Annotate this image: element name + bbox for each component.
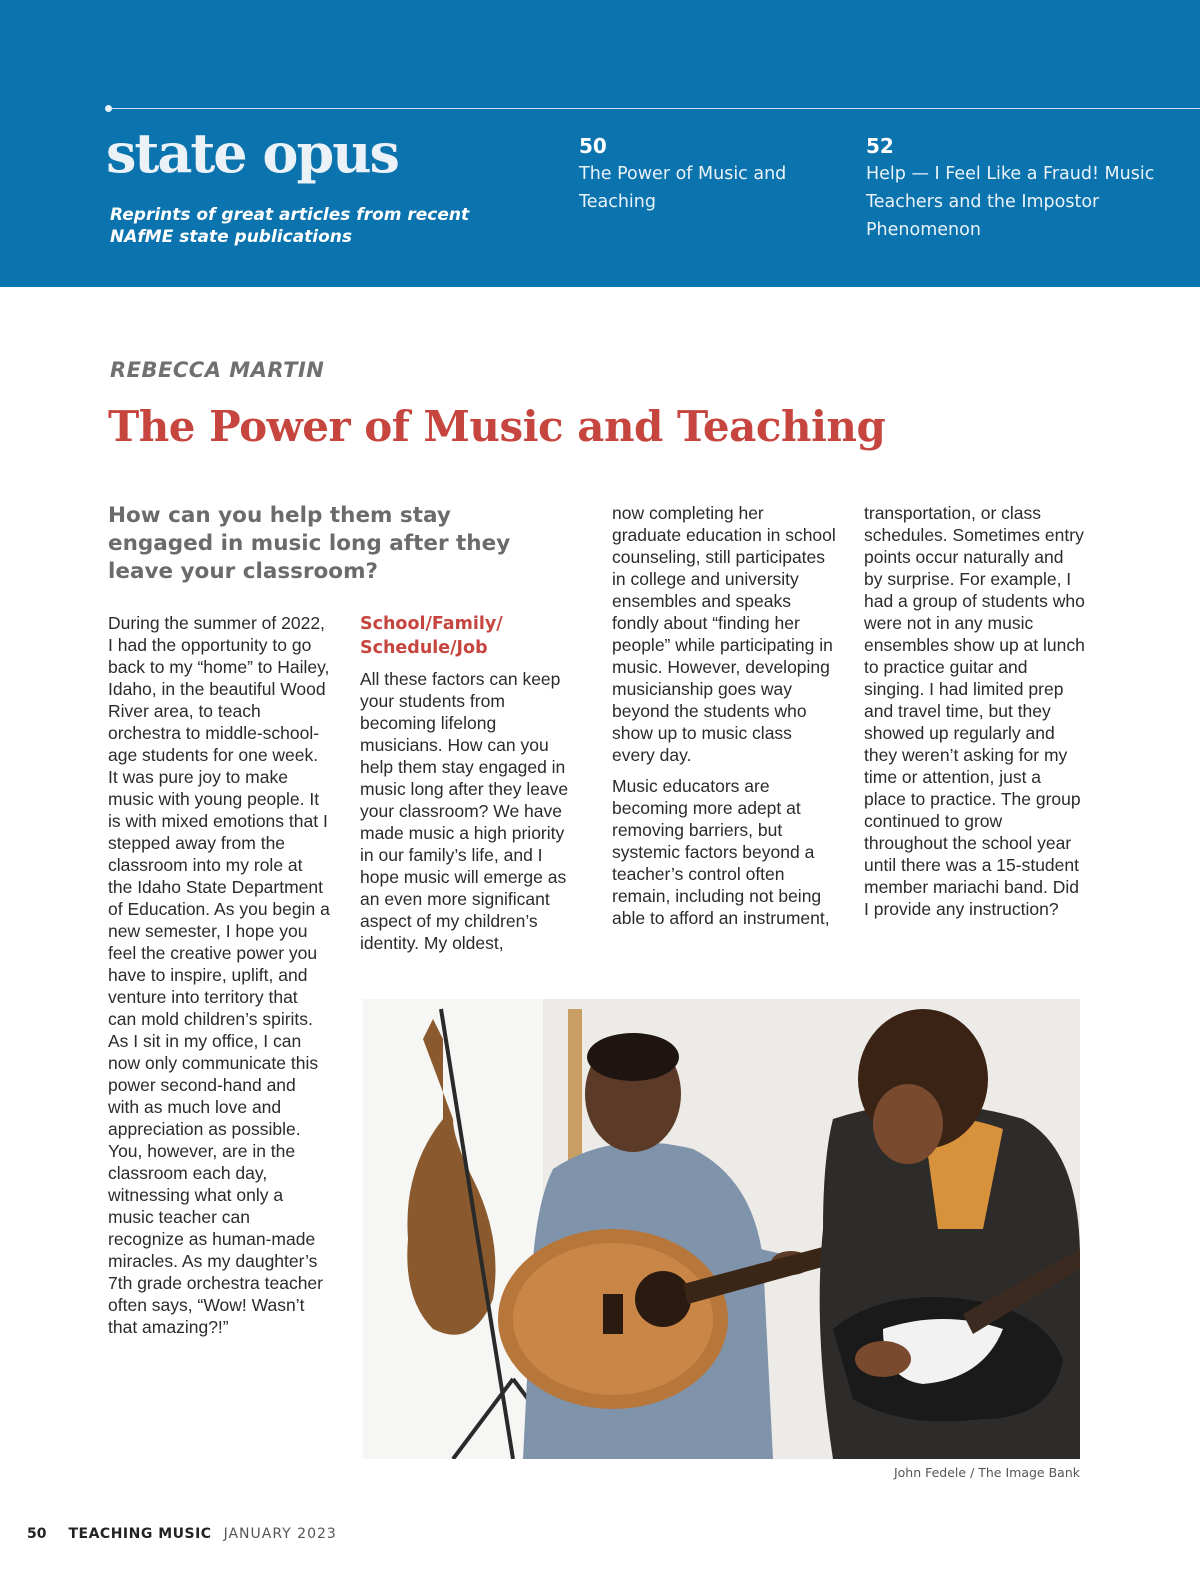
body-paragraph: During the summer of 2022, I had the opportunity to go back to my “home” to Hailey, Idaho, in the beautiful Wood River area, to teach orchestra to middle-school-age students for one week. It was pure joy to make music with young people. It is with mixed emotions that I stepped away from the classroom into my role at the Idaho State Department of Education. As you begin a new semester, I hope you feel the creative power you have to inspire, uplift, and venture into territory that can mold children’s spirits. As I sit in my office, I can now only communicate this power second-hand and with as much love and appreciation as possible. You, however, are in the classroom each day, witnessing what only a music teacher can recognize as human-made miracles. As my daughter’s 7th grade orchestra teacher often says, “Wow! Wasn’t that amazing?!” — [108, 613, 330, 1337]
body-column-3 — [612, 502, 836, 938]
toc-entry-1[interactable] — [579, 132, 829, 216]
article-author: REBECCA MARTIN — [110, 358, 325, 382]
body-paragraph: Music educators are becoming more adept at removing barriers, but systemic factors beyond a teacher’s control often remain, including not being able to afford an instrument, — [612, 776, 830, 928]
article-subhead: School/Family/ Schedule/Job — [360, 614, 503, 658]
article-deck: How can you help them stay engaged in music long after they leave your classroom? — [108, 503, 511, 584]
toc-page-number: 52 — [866, 134, 894, 158]
page-footer — [27, 1526, 337, 1542]
body-paragraph: now completing her graduate education in school counseling, still participates in college and university ensembles and speaks fondly about “finding her people” while participating in music. However, developing musicianship goes way beyond the students who show up to music class every day. — [612, 503, 836, 765]
divider-dot — [105, 105, 112, 112]
section-title: state opus — [106, 121, 398, 185]
body-column-2 — [360, 612, 572, 963]
body-column-1 — [108, 612, 330, 1347]
magazine-name: TEACHING MUSIC — [68, 1526, 212, 1542]
issue-date: JANUARY 2023 — [223, 1526, 337, 1542]
section-subtitle: Reprints of great articles from recent NAfME state publications — [110, 205, 470, 247]
body-column-4 — [864, 502, 1086, 929]
article-photo — [363, 999, 1080, 1459]
body-paragraph: All these factors can keep your students from becoming lifelong musicians. How can you help them stay engaged in music long after they leave your classroom? We have made music a high priority in our family’s life, and I hope music will emerge as an even more significant aspect of my children’s identity. My oldest, — [360, 669, 569, 953]
toc-page-number: 50 — [579, 134, 607, 158]
guitar-lesson-illustration — [363, 999, 1080, 1459]
article-title: The Power of Music and Teaching — [108, 402, 886, 451]
banner-divider — [108, 108, 1200, 109]
section-banner — [0, 0, 1200, 287]
body-paragraph: transportation, or class schedules. Sometimes entry points occur naturally and by surprise. For example, I had a group of students who were not in any music ensembles show up at lunch to practice guitar and singing. I had limited prep and travel time, but they showed up regularly and they weren’t asking for my time or attention, just a place to practice. The group continued to grow throughout the school year until there was a 15-student member mariachi band. Did I provide any instruction? — [864, 503, 1085, 919]
page-number: 50 — [27, 1526, 47, 1542]
toc-entry-2[interactable] — [866, 132, 1166, 244]
photo-credit: John Fedele / The Image Bank — [893, 1465, 1080, 1480]
toc-title: Help — I Feel Like a Fraud! Music Teachers and the Impostor Phenomenon — [866, 164, 1155, 240]
toc-title: The Power of Music and Teaching — [579, 164, 787, 212]
